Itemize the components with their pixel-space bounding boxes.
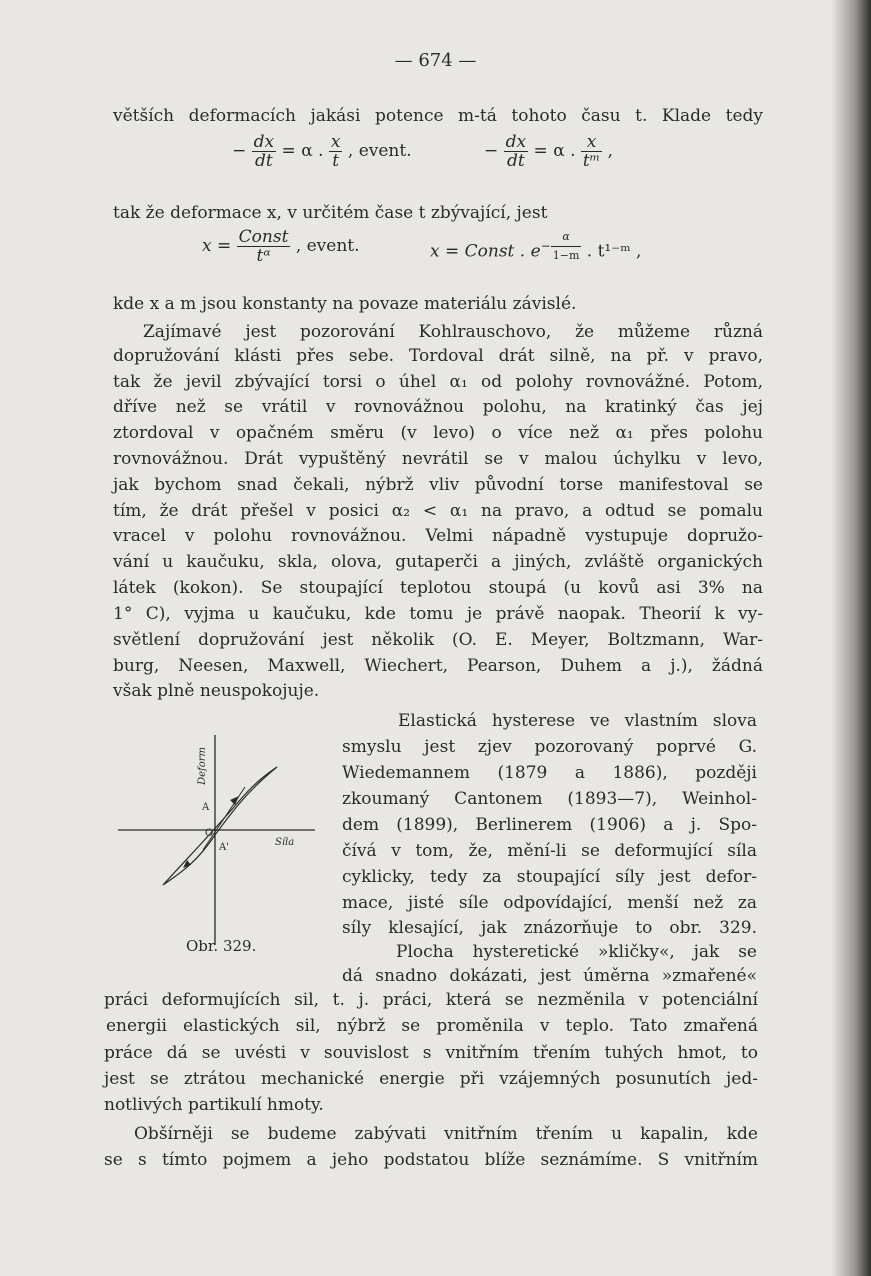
intro-line: větších deformacích jakási potence m-tá tohoto času t. Klade tedy <box>113 106 763 126</box>
paragraph-2-line: vracel v polohu rovnovážnou. Velmi nápadně vystupuje dopružo- <box>113 526 763 546</box>
paragraph-4-line: se s tímto pojmem a jeho podstatou blíže seznámíme. S vnitřním <box>104 1150 758 1170</box>
eq2-exp-den: 1−m <box>552 249 580 262</box>
mid-line: tak že deformace x, v určitém čase t zbývající, jest <box>113 203 548 223</box>
eq1-left-num: dx <box>253 132 275 152</box>
paragraph-2-line: tím, že drát přešel v posici α₂ < α₁ na pravo, a odtud se pomalu <box>113 501 763 521</box>
paragraph-3-line: jest se ztrátou mechanické energie při vzájemných posunutích jed- <box>104 1069 758 1089</box>
eq1-right-rhs-den: tᵐ <box>582 151 601 171</box>
paragraph-2-line: dopružování klásti přes sebe. Tordoval drát silně, na př. v pravo, <box>113 346 763 366</box>
equation-2-left <box>202 228 360 265</box>
page-edge-shadow <box>831 0 871 1276</box>
eq2-tail: , event. <box>295 236 360 256</box>
eq1-right-den: dt <box>507 151 525 171</box>
paragraph-3-line: notlivých partikulí hmoty. <box>104 1095 324 1115</box>
paragraph-1-line: kde x a m jsou konstanty na povaze materiálu závislé. <box>113 294 577 314</box>
eq2-exp-tail: . t¹⁻ᵐ , <box>586 241 642 262</box>
eq1-left-den: dt <box>255 151 273 171</box>
paragraph-2-line: látek (kokon). Se stoupající teplotou stoupá (u kovů asi 3% na <box>113 578 763 598</box>
wrap-paragraph-line: dem (1899), Berlinerem (1906) a j. Spo- <box>342 815 757 835</box>
hysteresis-figure <box>115 725 325 955</box>
paragraph-4-line: Obšírněji se budeme zabývati vnitřním třením u kapalin, kde <box>134 1124 758 1144</box>
wrap-paragraph-line: Wiedemannem (1879 a 1886), později <box>342 763 757 783</box>
y-axis-label: Deform <box>197 747 208 785</box>
paragraph-2-line: rovnovážnou. Drát vypuštěný nevrátil se v malou úchylku v levo, <box>113 449 763 469</box>
paragraph-2-line: vání u kaučuku, skla, olova, gutaperči a jiných, zvláště organických <box>113 552 763 572</box>
eq1-left-tail: , event. <box>347 141 412 161</box>
wrap-paragraph-line: síly klesající, jak znázorňuje to obr. 329. <box>342 918 757 938</box>
paragraph-2-line: burg, Neesen, Maxwell, Wiechert, Pearson, Duhem a j.), žádná <box>113 656 763 676</box>
paragraph-2-line: ztordoval v opačném směru (v levo) o více než α₁ přes polohu <box>113 423 763 443</box>
equation-1-left: − $\frac{dx}{dt}$ = α . $\frac{x}{t}$ , event. <box>232 132 412 171</box>
paragraph-2-line: světlení dopružování jest několik (O. E. Meyer, Boltzmann, War- <box>113 630 763 650</box>
eq2-right: x = Const . e <box>430 241 541 262</box>
paragraph-2-line: však plně neuspokojuje. <box>113 681 320 701</box>
paragraph-2-line: Zajímavé jest pozorování Kohlrauschovo, že můžeme různá <box>143 322 763 342</box>
wrap-paragraph-line: Elastická hysterese ve vlastním slova <box>398 711 757 731</box>
wrap-paragraph-line: čívá v tom, že, mění-li se deformující síla <box>342 841 757 861</box>
eq1-left-rhs: = α . <box>281 141 324 161</box>
eq2-den: tᵅ <box>256 246 271 266</box>
paragraph-3-line: práci deformujících sil, t. j. práci, která se nezměnila v potenciální <box>104 990 758 1010</box>
paragraph-2-line: dříve než se vrátil v rovnovážnou polohu, na kratinký čas jej <box>113 397 763 417</box>
page-number: — 674 — <box>394 50 477 71</box>
paragraph-2-line: tak že jevil zbývající torsi o úhel α₁ od polohy rovnovážné. Potom, <box>113 372 763 392</box>
eq1-right-tail: , <box>607 141 613 161</box>
wrap-paragraph-line: Plocha hysteretické »kličky«, jak se <box>396 942 757 962</box>
eq1-right-num: dx <box>505 132 527 152</box>
figure-caption: Obr. 329. <box>186 937 257 955</box>
point-o-label: O <box>205 828 214 839</box>
equation-1-right: − $\frac{dx}{dt}$ = α . $\frac{x}{\text{tᵐ}}$ , <box>484 132 613 171</box>
eq1-left-rhs-num: x <box>330 132 341 152</box>
eq2-exp-num: α <box>551 228 582 247</box>
paragraph-3-line: energii elastických sil, nýbrž se proměnila v teplo. Tato zmařená <box>106 1016 758 1036</box>
loop-upper-branch <box>163 767 277 885</box>
paragraph-2-line: jak bychom snad čekali, nýbrž vliv původní torse manifestoval se <box>113 475 763 495</box>
eq1-right-rhs: = α . <box>533 141 576 161</box>
eq1-left-rhs-den: t <box>332 151 340 171</box>
paragraph-2-line: 1° C), vyjma u kaučuku, kde tomu je právě naopak. Theorií k vy- <box>113 604 763 624</box>
eq2-num: Const <box>238 227 289 247</box>
point-a-label: A <box>202 802 210 813</box>
x-axis-label: Síla <box>275 837 295 848</box>
wrap-paragraph-line: mace, jisté síle odpovídající, menší než za <box>342 893 757 913</box>
wrap-paragraph-line: cyklicky, tedy za stoupající síly jest defor- <box>342 867 757 887</box>
wrap-paragraph-line: dá snadno dokázati, jest úměrna »zmařené« <box>342 966 757 986</box>
paragraph-3-line: práce dá se uvésti v souvislost s vnitřním třením tuhých hmot, to <box>104 1043 758 1063</box>
eq1-right-rhs-num: x <box>581 133 602 152</box>
wrap-paragraph-line: smyslu jest zjev pozorovaný poprvé G. <box>342 737 757 757</box>
wrap-paragraph-line: zkoumaný Cantonem (1893—7), Weinhol- <box>342 789 757 809</box>
equation-2-right: x = Const . $e^{- \frac{\alpha}{1-m}}$ . t¹⁻ᵐ , <box>430 228 641 265</box>
point-a-prime-label: A' <box>219 842 229 853</box>
eq2-left-var: x = <box>202 236 232 256</box>
